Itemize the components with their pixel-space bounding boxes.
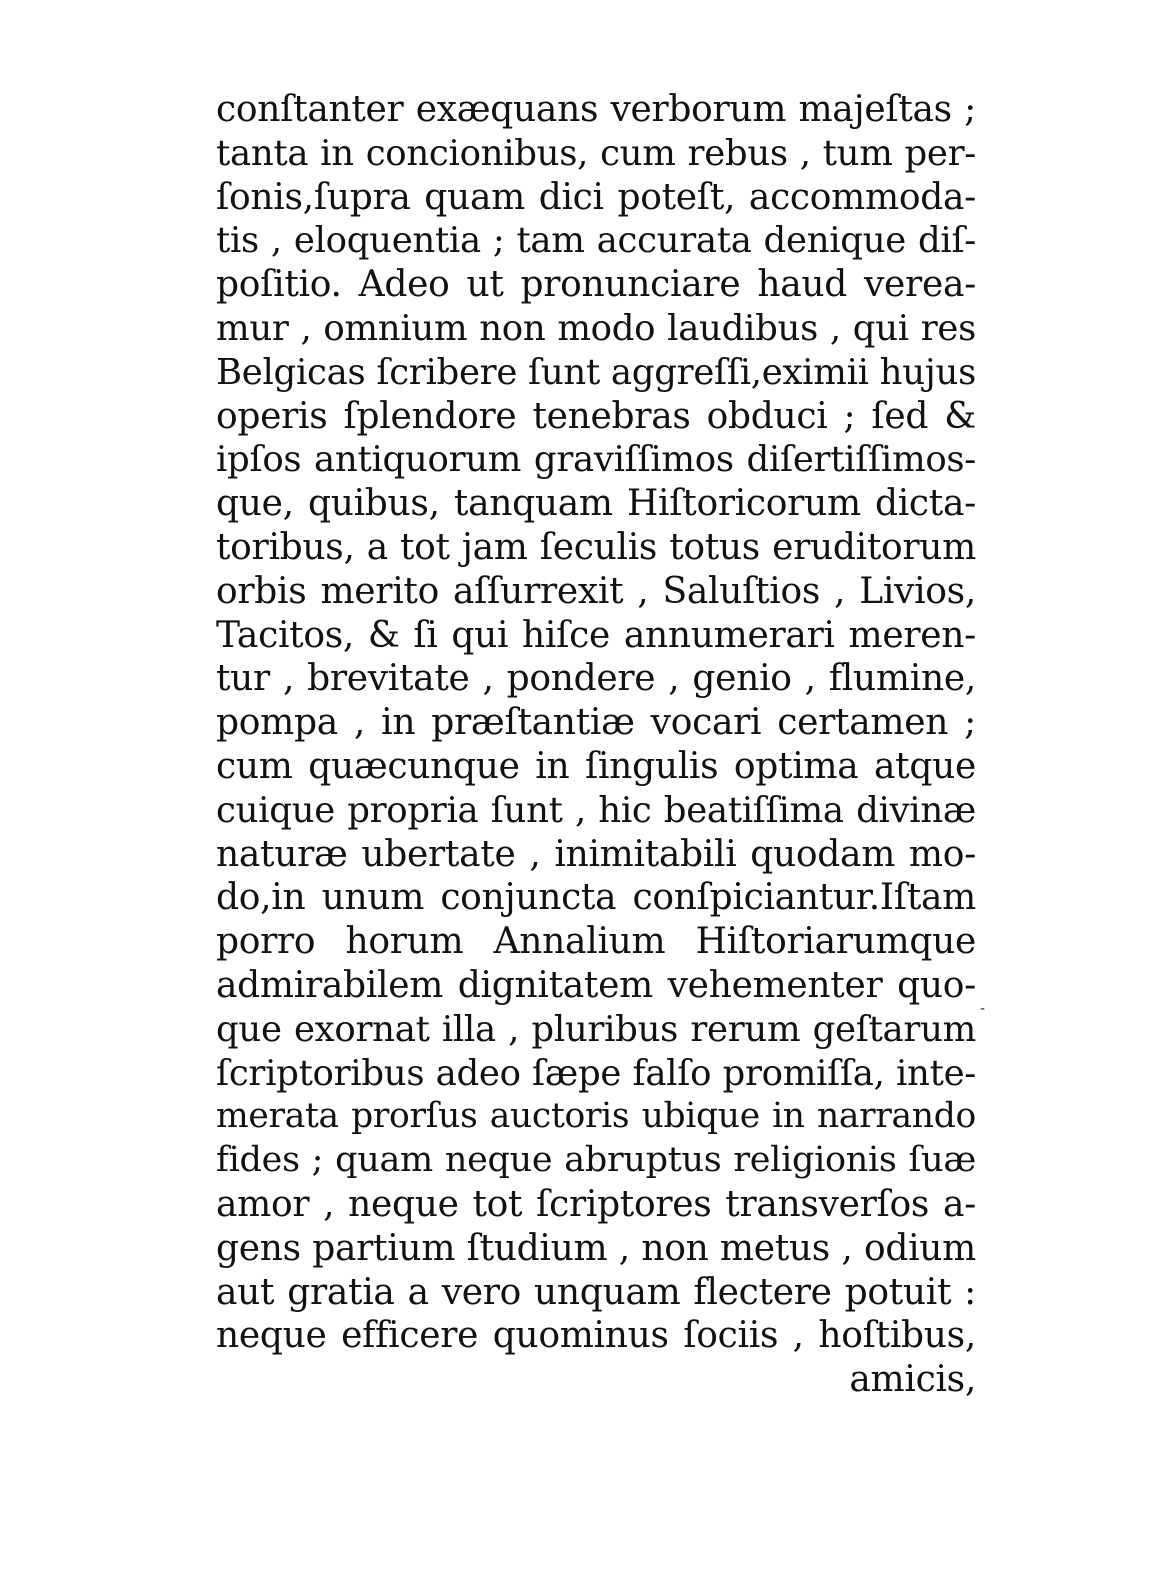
text-line: amor , neque tot ſcriptores transverſos a- [216, 1183, 976, 1225]
text-line: cuique propria ſunt , hic beatiſſima divinæ [216, 789, 976, 831]
text-line: admirabilem dignitatem vehementer quo- [216, 964, 976, 1006]
text-line: naturæ ubertate , inimitabili quodam mo- [216, 833, 976, 875]
text-line: ipſos antiquorum graviſſimos diſertiſſimos- [216, 439, 976, 481]
text-line: neque efficere quominus ſociis , hoſtibus, [216, 1315, 976, 1357]
text-line: Belgicas ſcribere ſunt aggreſſi,eximii hujus [216, 351, 977, 393]
text-line: que exornat illa , pluribus rerum geſtarum [216, 1008, 976, 1050]
text-line: Tacitos, & ſi qui hiſce annumerari meren- [216, 614, 976, 656]
text-line: orbis merito aſſurrexit , Saluſtios , Livios, [216, 570, 976, 612]
text-line: operis ſplendore tenebras obduci ; ſed & [216, 395, 976, 437]
text-line: gens partium ſtudium , non metus , odium [216, 1227, 976, 1269]
text-line: cum quæcunque in ſingulis optima atque [216, 745, 976, 787]
text-line: toribus, a tot jam ſeculis totus eruditorum [216, 526, 976, 568]
text-line: ſcriptoribus adeo ſæpe falſo promiſſa, inte- [216, 1052, 976, 1094]
catchword: amicis, [849, 1359, 976, 1401]
body-text [216, 88, 976, 1402]
text-line: tis , eloquentia ; tam accurata denique diſ- [216, 220, 976, 262]
text-line: do,in unum conjuncta conſpiciantur.Iſtam [216, 877, 976, 919]
text-line: ſonis,ſupra quam dici poteſt, accommoda- [216, 176, 976, 218]
margin-mark: - [980, 1001, 986, 1017]
text-line: conſtanter exæquans verborum majeſtas ; [216, 89, 976, 130]
text-line: merata prorſus auctoris ubique in narrando [216, 1096, 976, 1137]
text-line: porro horum Annalium Hiſtoriarumque [216, 921, 976, 963]
text-line: poſitio. Adeo ut pronunciare haud verea- [216, 264, 976, 306]
text-line: tur , brevitate , pondere , genio , flumine, [216, 658, 976, 700]
text-line: mur , omnium non modo laudibus , qui res [216, 307, 976, 349]
text-line: pompa , in præſtantiæ vocari certamen ; [216, 702, 976, 744]
text-line: fides ; quam neque abruptus religionis ſuæ [216, 1140, 976, 1181]
text-line: aut gratia a vero unquam flectere potuit : [216, 1271, 976, 1313]
text-line: que, quibus, tanquam Hiſtoricorum dicta- [216, 483, 976, 525]
text-line: tanta in concionibus, cum rebus , tum per- [216, 132, 976, 174]
